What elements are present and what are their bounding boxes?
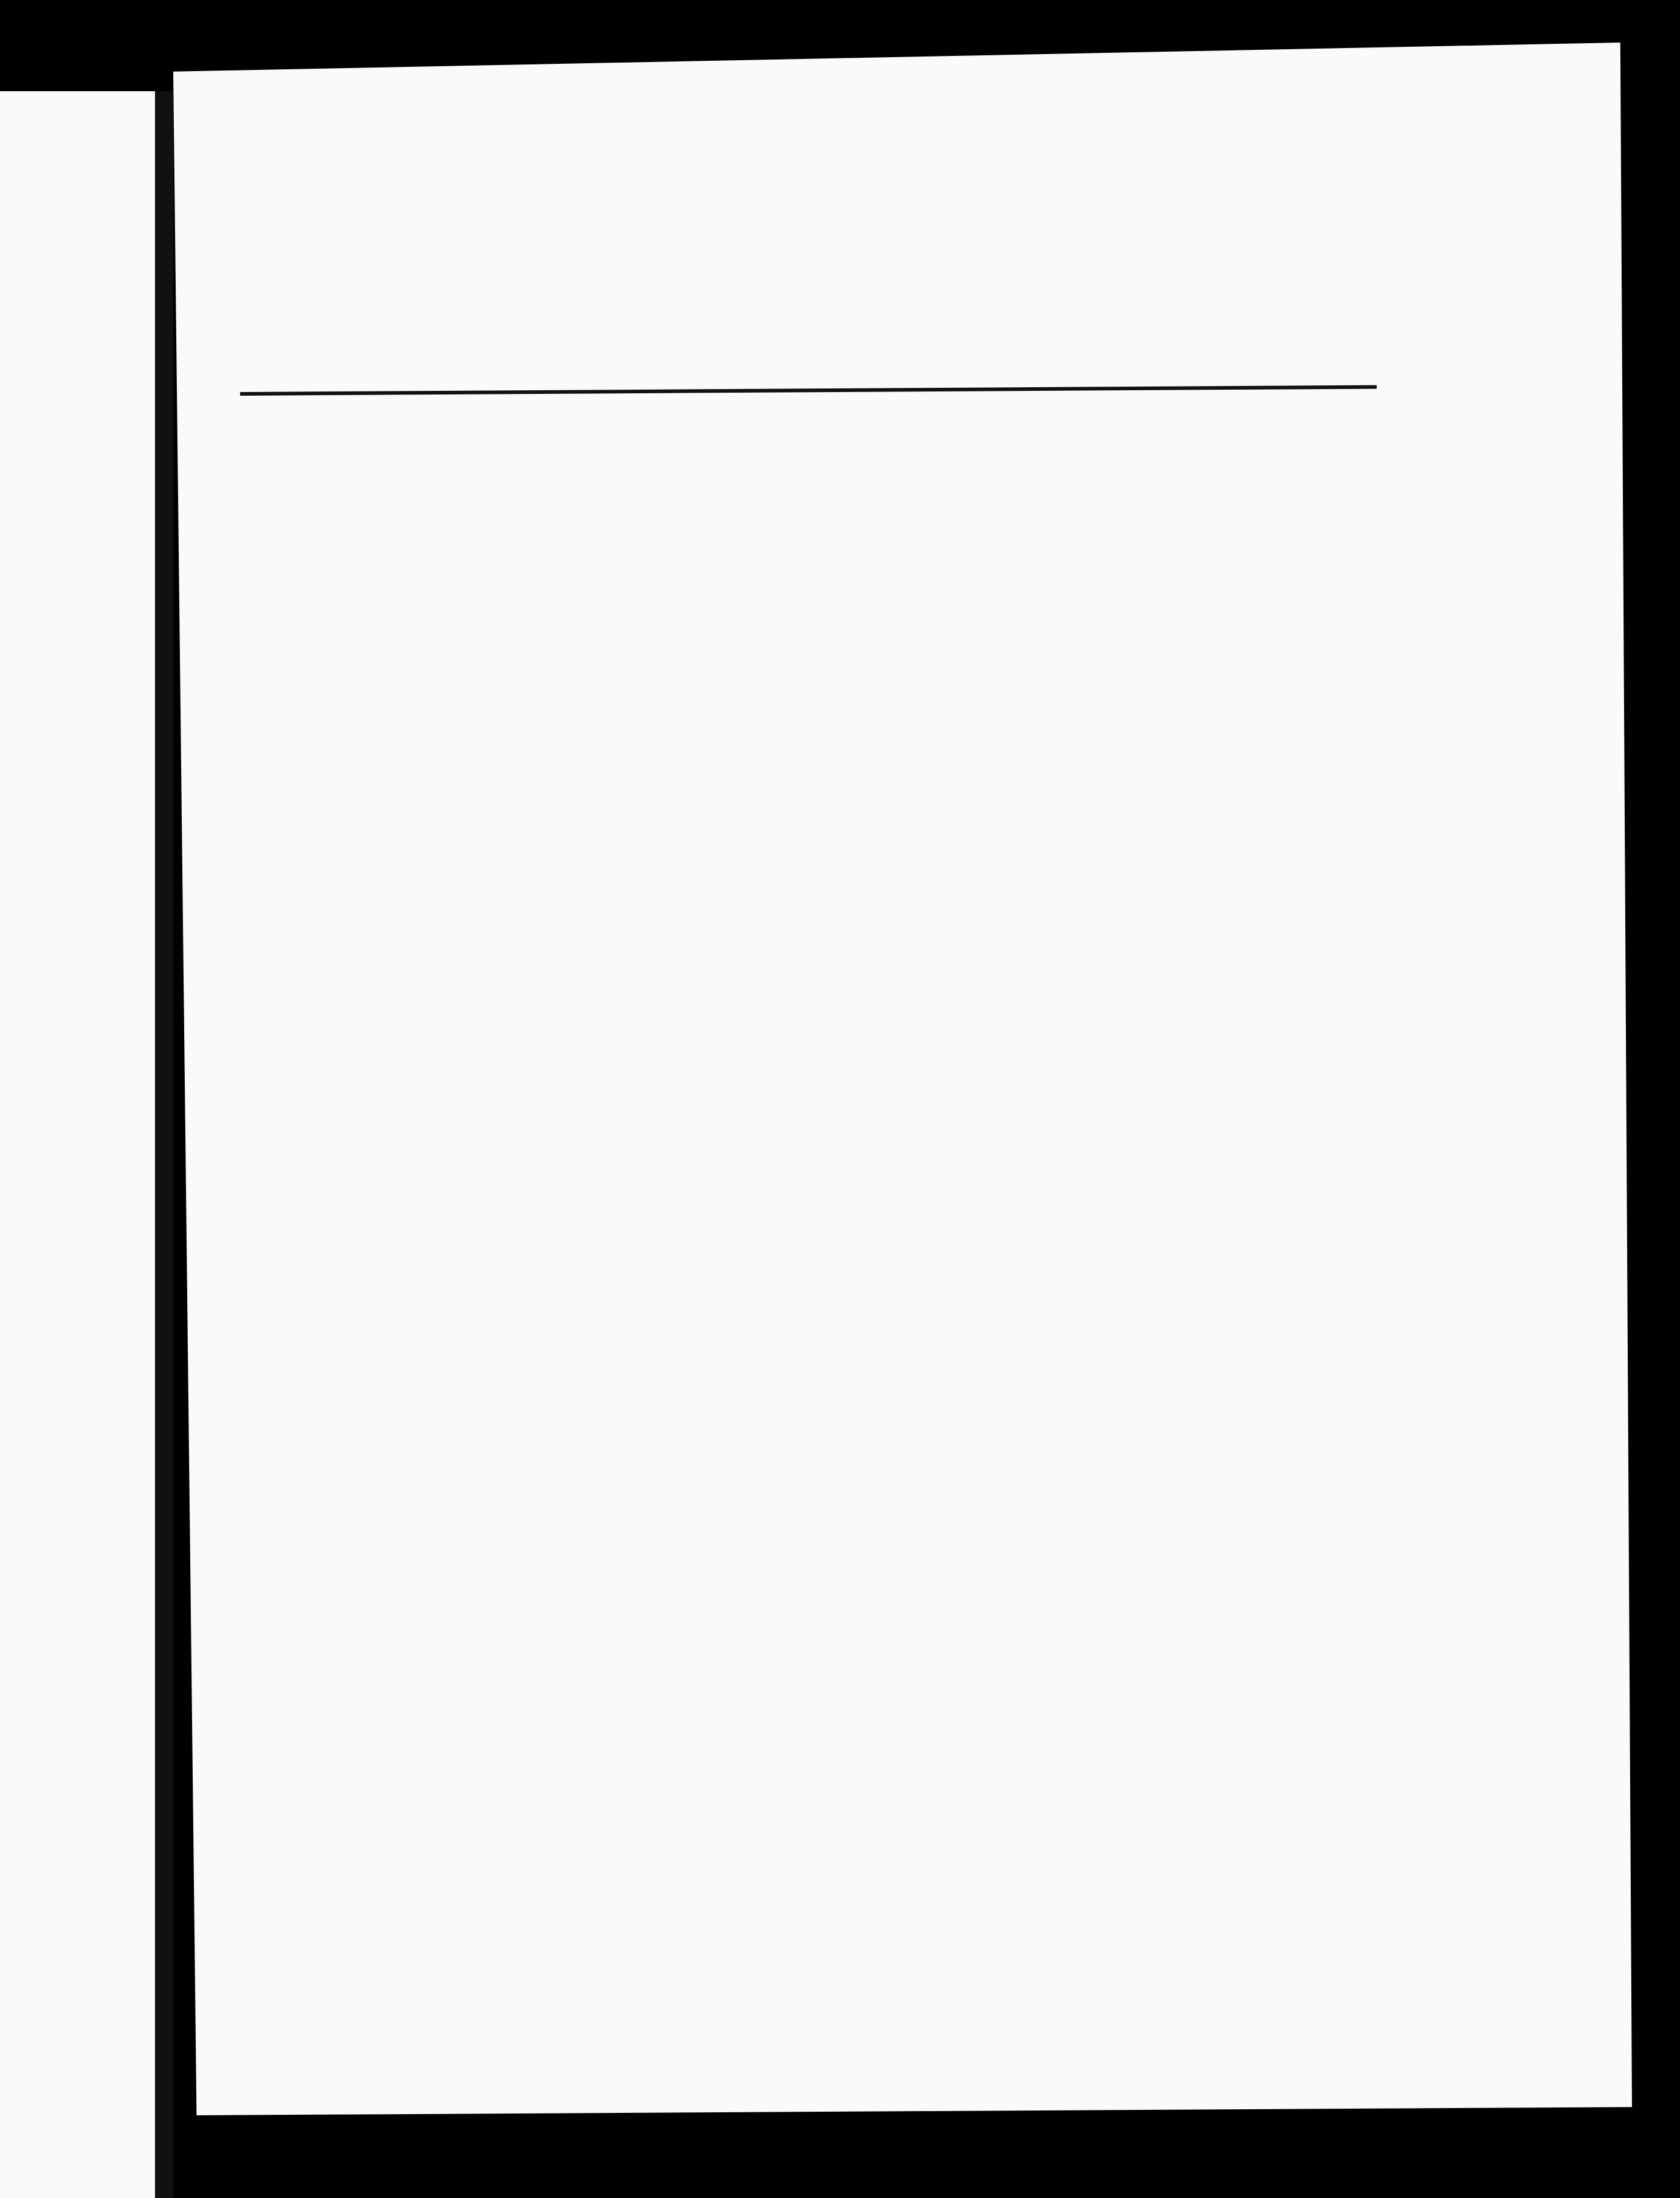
document-page xyxy=(173,43,1632,2115)
book-gutter xyxy=(155,91,173,2198)
title-rule xyxy=(240,385,1377,396)
facing-page xyxy=(0,91,157,2198)
